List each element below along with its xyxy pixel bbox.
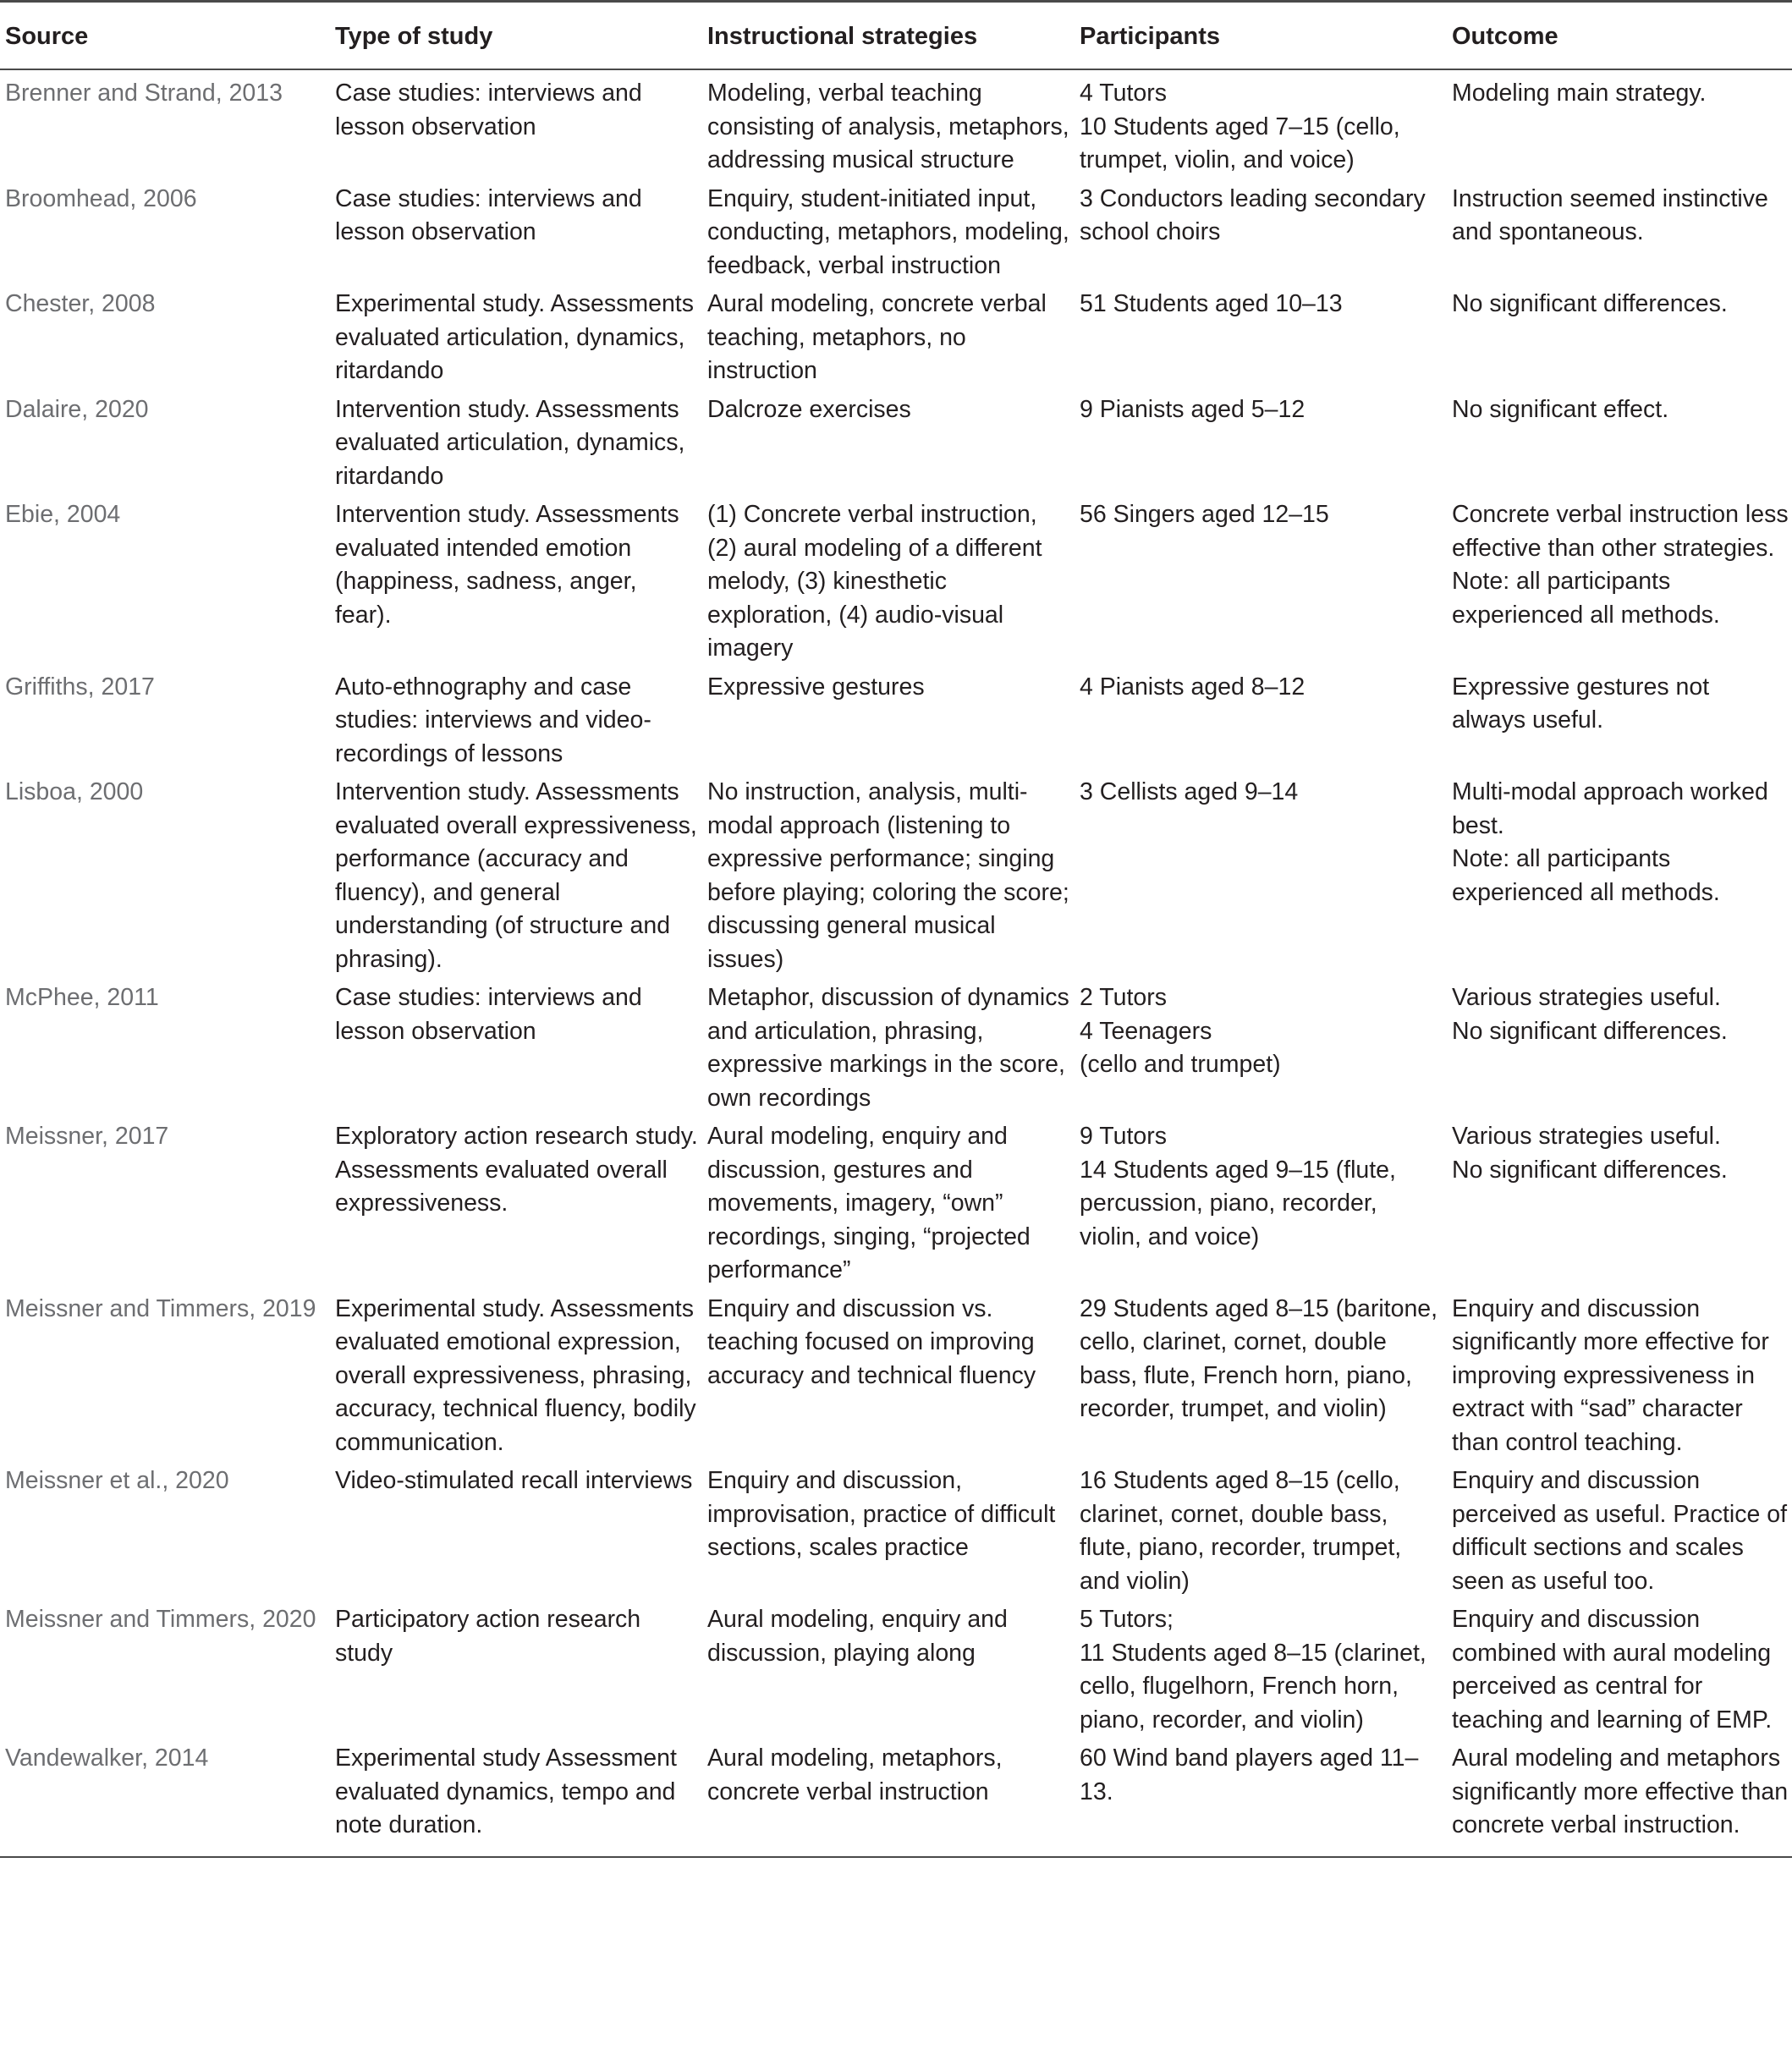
cell-source: Meissner et al., 2020: [5, 1467, 229, 1494]
cell-type: Auto-ethnography and case studies: interviews and video-recordings of lessons: [335, 673, 651, 767]
cell-participants: 9 Tutors 14 Students aged 9–15 (flute, percussion, piano, recorder, violin, and voice): [1080, 1123, 1396, 1250]
cell-outcome: Enquiry and discussion significantly more effective for improving expressiveness in extract with “sad” character than control teaching.: [1452, 1294, 1769, 1456]
cell-type: Experimental study. Assessments evaluated emotional expression, overall expressiveness, phrasing, accuracy, technical fluency, bodily communication.: [335, 1294, 696, 1456]
cell-strategies: Metaphor, discussion of dynamics and articulation, phrasing, expressive markings in the score, own recordings: [707, 984, 1069, 1112]
cell-participants: 9 Pianists aged 5–12: [1080, 395, 1306, 423]
table-row: [0, 1288, 1792, 1460]
table-row: [0, 69, 1792, 178]
table-row: [0, 178, 1792, 283]
cell-source: McPhee, 2011: [5, 984, 159, 1011]
cell-type: Intervention study. Assessments evaluated overall expressiveness, performance (accuracy and fluency), and general understanding (of structure and phrasing).: [335, 778, 697, 973]
cell-strategies: Enquiry, student-initiated input, conducting, metaphors, modeling, feedback, verbal instruction: [707, 184, 1069, 279]
cell-type: Intervention study. Assessments evaluated articulation, dynamics, ritardando: [335, 395, 685, 490]
cell-type: Intervention study. Assessments evaluated intended emotion (happiness, sadness, anger, fear).: [335, 501, 679, 629]
cell-outcome: Various strategies useful. No significant differences.: [1452, 1123, 1728, 1184]
cell-outcome: Aural modeling and metaphors significantly more effective than concrete verbal instruction.: [1447, 1737, 1792, 1857]
cell-strategies: Aural modeling, enquiry and discussion, gestures and movements, imagery, “own” recordings, singing, “projected performance”: [707, 1123, 1031, 1283]
table-header: [0, 2, 1792, 70]
cell-source: Vandewalker, 2014: [0, 1737, 330, 1857]
cell-participants: 3 Cellists aged 9–14: [1080, 778, 1299, 805]
cell-strategies: Aural modeling, concrete verbal teaching, metaphors, no instruction: [707, 290, 1047, 384]
cell-strategies: Dalcroze exercises: [707, 395, 911, 423]
cell-strategies: Expressive gestures: [707, 673, 925, 701]
table-row: [0, 283, 1792, 388]
cell-strategies: Enquiry and discussion, improvisation, practice of difficult sections, scales practice: [707, 1467, 1056, 1561]
cell-strategies: Aural modeling, metaphors, concrete verbal instruction: [702, 1737, 1075, 1857]
cell-outcome: Instruction seemed instinctive and spontaneous.: [1452, 184, 1768, 245]
cell-outcome: Various strategies useful. No significant differences.: [1452, 984, 1728, 1045]
cell-participants: 5 Tutors; 11 Students aged 8–15 (clarinet, cello, flugelhorn, French horn, piano, recorder, and violin): [1080, 1606, 1426, 1734]
cell-participants: 2 Tutors 4 Teenagers (cello and trumpet): [1080, 984, 1281, 1078]
table-row: [0, 771, 1792, 976]
cell-type: Case studies: interviews and lesson observation: [335, 984, 642, 1045]
cell-type: Experimental study Assessment evaluated dynamics, tempo and note duration.: [330, 1737, 702, 1857]
cell-participants: 29 Students aged 8–15 (baritone, cello, clarinet, cornet, double bass, flute, French horn, piano, recorder, trumpet, and violin): [1080, 1294, 1438, 1422]
header-source: Source: [0, 2, 330, 70]
table-body: [0, 69, 1792, 1857]
cell-outcome: Enquiry and discussion combined with aural modeling perceived as central for teaching and learning of EMP.: [1452, 1606, 1773, 1734]
cell-source: Chester, 2008: [5, 290, 156, 317]
cell-participants: 4 Tutors 10 Students aged 7–15 (cello, trumpet, violin, and voice): [1080, 80, 1400, 173]
cell-source: Brenner and Strand, 2013: [5, 80, 283, 107]
cell-type: Exploratory action research study. Assessments evaluated overall expressiveness.: [335, 1123, 698, 1217]
table-row: [0, 1737, 1792, 1857]
cell-outcome: Concrete verbal instruction less effective than other strategies. Note: all participants experienced all methods.: [1452, 501, 1789, 629]
table-row: [0, 1459, 1792, 1598]
cell-source: Dalaire, 2020: [5, 395, 149, 423]
cell-participants: 60 Wind band players aged 11–13.: [1075, 1737, 1447, 1857]
cell-participants: 4 Pianists aged 8–12: [1080, 673, 1306, 701]
cell-source: Meissner and Timmers, 2020: [5, 1606, 316, 1633]
header-participants: Participants: [1075, 2, 1447, 70]
cell-outcome: No significant differences.: [1452, 290, 1728, 317]
table-row: [0, 388, 1792, 494]
cell-strategies: (1) Concrete verbal instruction, (2) aural modeling of a different melody, (3) kinesthetic exploration, (4) audio-visual imagery: [707, 501, 1042, 662]
table-row: [0, 976, 1792, 1115]
header-type-of-study: Type of study: [330, 2, 702, 70]
cell-strategies: Aural modeling, enquiry and discussion, playing along: [707, 1606, 1008, 1667]
cell-participants: 3 Conductors leading secondary school choirs: [1080, 184, 1426, 245]
cell-source: Meissner, 2017: [5, 1123, 169, 1150]
cell-strategies: No instruction, analysis, multi-modal approach (listening to expressive performance; singing before playing; coloring the score; discussing general musical issues): [707, 778, 1069, 973]
cell-type: Experimental study. Assessments evaluated articulation, dynamics, ritardando: [335, 290, 694, 384]
table-row: [0, 666, 1792, 772]
cell-participants: 56 Singers aged 12–15: [1080, 501, 1329, 528]
cell-source: Ebie, 2004: [5, 501, 121, 528]
cell-participants: 16 Students aged 8–15 (cello, clarinet, cornet, double bass, flute, piano, recorder, trumpet, and violin): [1080, 1467, 1402, 1595]
cell-type: Case studies: interviews and lesson observation: [335, 184, 642, 245]
cell-participants: 51 Students aged 10–13: [1080, 290, 1343, 317]
header-outcome: Outcome: [1447, 2, 1792, 70]
cell-type: Participatory action research study: [335, 1606, 641, 1667]
table-row: [0, 493, 1792, 666]
cell-outcome: Multi-modal approach worked best. Note: all participants experienced all methods.: [1452, 778, 1768, 906]
cell-outcome: Enquiry and discussion perceived as useful. Practice of difficult sections and scales seen as useful too.: [1452, 1467, 1788, 1595]
cell-source: Lisboa, 2000: [5, 778, 144, 805]
cell-source: Broomhead, 2006: [5, 184, 197, 212]
header-row: [0, 2, 1792, 70]
cell-type: Video-stimulated recall interviews: [335, 1467, 693, 1494]
cell-outcome: No significant effect.: [1452, 395, 1669, 423]
table-row: [0, 1115, 1792, 1288]
table-row: [0, 1598, 1792, 1737]
cell-type: Case studies: interviews and lesson observation: [335, 80, 642, 140]
cell-outcome: Expressive gestures not always useful.: [1452, 673, 1710, 734]
cell-strategies: Modeling, verbal teaching consisting of analysis, metaphors, addressing musical structure: [707, 80, 1069, 173]
cell-strategies: Enquiry and discussion vs. teaching focused on improving accuracy and technical fluency: [707, 1294, 1036, 1389]
cell-source: Meissner and Timmers, 2019: [5, 1294, 316, 1322]
header-instructional-strategies: Instructional strategies: [702, 2, 1075, 70]
cell-source: Griffiths, 2017: [5, 673, 155, 701]
cell-outcome: Modeling main strategy.: [1452, 80, 1707, 107]
